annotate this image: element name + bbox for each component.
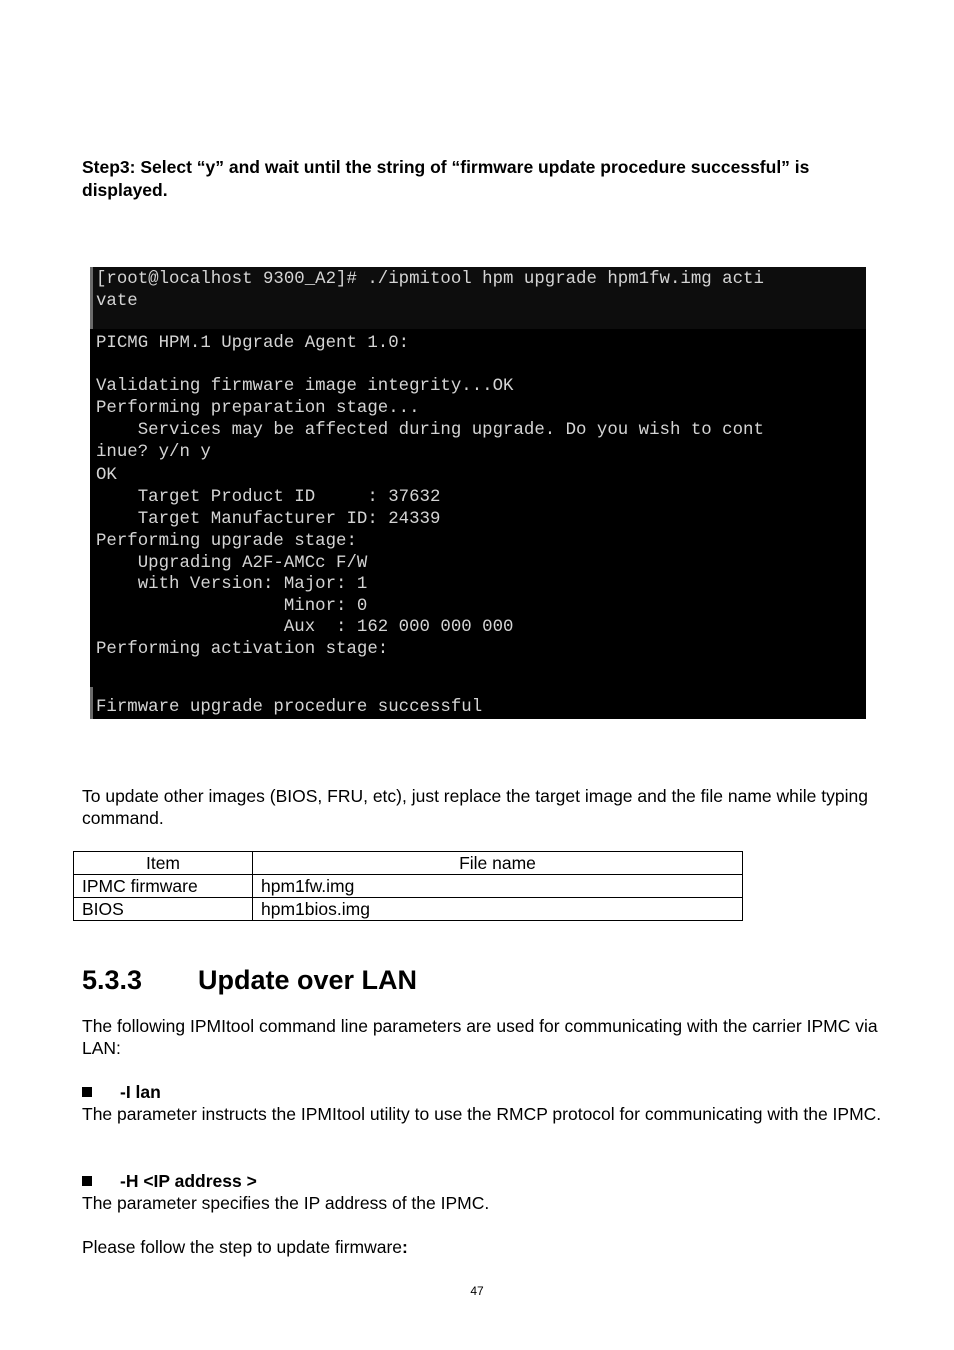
page-number: 47 [470, 1284, 484, 1298]
table-cell: IPMC firmware [74, 875, 253, 898]
table-header-row [74, 852, 743, 875]
table-row [74, 875, 743, 898]
terminal-line: Target Product ID : 37632 [96, 488, 441, 507]
terminal-line: with Version: Major: 1 [96, 575, 368, 594]
bullet-square-icon [82, 1176, 92, 1186]
terminal-line: inue? y/n y [96, 443, 211, 462]
terminal-left-bar-top [90, 267, 93, 329]
terminal-line: Performing upgrade stage: [96, 532, 357, 551]
bullet-square-icon [82, 1087, 92, 1097]
table-cell: hpm1fw.img [253, 875, 743, 898]
param-name: -H <IP address > [120, 1171, 257, 1191]
terminal-line: vate [96, 292, 138, 311]
param-name: -I lan [120, 1082, 161, 1102]
section-title: Update over LAN [198, 965, 418, 995]
terminal-line: Minor: 0 [96, 597, 368, 616]
update-images-paragraph: To update other images (BIOS, FRU, etc), just replace the target image and the file name while typing command. [82, 786, 868, 828]
table-header-cell: File name [253, 852, 743, 875]
table-cell: BIOS [74, 898, 253, 921]
table-header-cell: Item [74, 852, 253, 875]
param-description: The parameter instructs the IPMItool utility to use the RMCP protocol for communicating with the IPMC. [82, 1104, 882, 1124]
terminal-line: Aux : 162 000 000 000 [96, 618, 514, 637]
file-name-table [73, 851, 743, 921]
terminal-line: OK [96, 466, 117, 485]
terminal-screenshot [90, 267, 866, 719]
terminal-line: Performing activation stage: [96, 640, 389, 659]
terminal-line: Firmware upgrade procedure successful [96, 698, 483, 717]
param-heading-host [82, 1170, 257, 1192]
terminal-left-bar-bottom [90, 687, 93, 719]
terminal-line: Services may be affected during upgrade. Do you wish to cont [96, 421, 764, 440]
terminal-line: PICMG HPM.1 Upgrade Agent 1.0: [96, 334, 410, 353]
lan-intro-paragraph: The following IPMItool command line parameters are used for communicating with the carrier IPMC via LAN: [82, 1016, 878, 1058]
terminal-line: Validating firmware image integrity...OK [96, 377, 514, 396]
step3-instruction: Step3: Select “y” and wait until the string of “firmware update procedure successful” is displayed. [82, 157, 810, 200]
table-row [74, 898, 743, 921]
terminal-line: [root@localhost 9300_A2]# ./ipmitool hpm upgrade hpm1fw.img acti [96, 270, 764, 289]
follow-step-colon: : [402, 1237, 408, 1257]
param-description: The parameter specifies the IP address of the IPMC. [82, 1193, 490, 1213]
section-heading [82, 963, 417, 997]
table-cell: hpm1bios.img [253, 898, 743, 921]
follow-step-text: Please follow the step to update firmware [82, 1237, 403, 1257]
section-number: 5.3.3 [82, 965, 143, 995]
terminal-line: Target Manufacturer ID: 24339 [96, 510, 441, 529]
param-heading-lan [82, 1081, 161, 1103]
terminal-line: Performing preparation stage... [96, 399, 420, 418]
follow-step-paragraph [82, 1236, 882, 1258]
terminal-line: Upgrading A2F-AMCc F/W [96, 554, 368, 573]
